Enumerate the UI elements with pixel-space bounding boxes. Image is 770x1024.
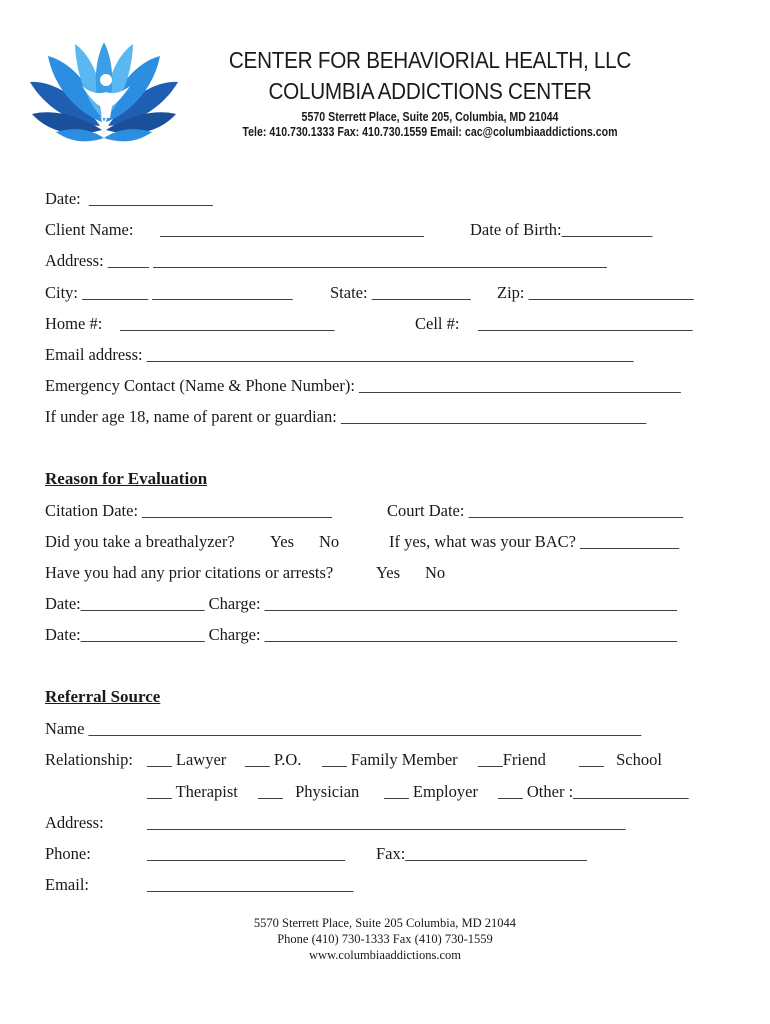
referral-email-field[interactable]: _________________________ [147, 875, 354, 894]
lotus-logo-icon [26, 42, 182, 146]
relationship-lawyer-option[interactable]: ___ Lawyer [147, 750, 227, 769]
referral-name-field[interactable]: Name ___________________________________________________________________ [45, 719, 642, 738]
dob-field[interactable]: Date of Birth:___________ [470, 220, 653, 239]
footer-phone: Phone (410) 730-1333 Fax (410) 730-1559 [277, 932, 493, 946]
prior-citations-question: Have you had any prior citations or arrests? [45, 563, 334, 582]
client-name-label: Client Name: [45, 220, 134, 239]
bac-field[interactable]: If yes, what was your BAC? ____________ [389, 532, 680, 551]
relationship-po-option[interactable]: ___ P.O. [245, 750, 302, 769]
breathalyzer-no-option[interactable]: No [319, 532, 340, 551]
home-phone-field[interactable]: __________________________ [120, 314, 335, 333]
prior-yes-option[interactable]: Yes [376, 563, 401, 582]
cell-phone-label: Cell #: [415, 314, 460, 333]
center-name: COLUMBIA ADDICTIONS CENTER [268, 78, 592, 104]
evaluation-heading: Reason for Evaluation [45, 469, 208, 488]
referral-email-label: Email: [45, 875, 89, 894]
home-phone-label: Home #: [45, 314, 103, 333]
guardian-field[interactable]: If under age 18, name of parent or guardian: _____________________________________ [45, 407, 647, 426]
relationship-friend-option[interactable]: ___Friend [478, 750, 546, 769]
lotus-petals [30, 42, 178, 141]
state-field[interactable]: State: ____________ [330, 283, 471, 302]
date-field[interactable]: Date: _______________ [45, 189, 213, 208]
prior-no-option[interactable]: No [425, 563, 446, 582]
relationship-therapist-option[interactable]: ___ Therapist [147, 782, 238, 801]
emergency-contact-field[interactable]: Emergency Contact (Name & Phone Number): _______________________________________ [45, 376, 681, 395]
relationship-physician-option[interactable]: ___ Physician [258, 782, 360, 801]
page-footer [185, 915, 585, 963]
relationship-employer-option[interactable]: ___ Employer [384, 782, 478, 801]
referral-phone-field[interactable]: ________________________ [147, 844, 345, 863]
charge-row[interactable]: Date:_______________ Charge: __________________________________________________ [45, 594, 678, 613]
charge-row[interactable]: Date:_______________ Charge: __________________________________________________ [45, 625, 678, 644]
citation-date-field[interactable]: Citation Date: _______________________ [45, 501, 332, 520]
client-name-field[interactable]: ________________________________ [160, 220, 424, 239]
referral-address-field[interactable]: __________________________________________________________ [147, 813, 626, 832]
address-field[interactable]: Address: _____ _______________________________________________________ [45, 251, 607, 270]
referral-address-label: Address: [45, 813, 104, 832]
header-contact: Tele: 410.730.1333 Fax: 410.730.1559 Email: cac@columbiaaddictions.com [242, 125, 618, 139]
header-address: 5570 Sterrett Place, Suite 205, Columbia, MD 21044 [301, 110, 559, 124]
cell-phone-field[interactable]: __________________________ [478, 314, 693, 333]
relationship-other-field[interactable]: ___ Other :______________ [498, 782, 689, 801]
referral-heading: Referral Source [45, 687, 161, 706]
relationship-label: Relationship: [45, 750, 133, 769]
footer-website-link[interactable]: www.columbiaaddictions.com [309, 948, 461, 962]
footer-address: 5570 Sterrett Place, Suite 205 Columbia, MD 21044 [253, 916, 517, 930]
zip-field[interactable]: Zip: ____________________ [497, 283, 694, 302]
court-date-field[interactable]: Court Date: __________________________ [387, 501, 684, 520]
relationship-family-option[interactable]: ___ Family Member [322, 750, 458, 769]
email-field[interactable]: Email address: ___________________________________________________________ [45, 345, 634, 364]
breathalyzer-question: Did you take a breathalyzer? [45, 532, 235, 551]
org-name: CENTER FOR BEHAVIORIAL HEALTH, LLC [228, 47, 632, 73]
referral-phone-label: Phone: [45, 844, 91, 863]
relationship-school-option[interactable]: ___ School [579, 750, 662, 769]
breathalyzer-yes-option[interactable]: Yes [270, 532, 295, 551]
referral-fax-field[interactable]: Fax:______________________ [376, 844, 587, 863]
city-field[interactable]: City: ________ _________________ [45, 283, 293, 302]
